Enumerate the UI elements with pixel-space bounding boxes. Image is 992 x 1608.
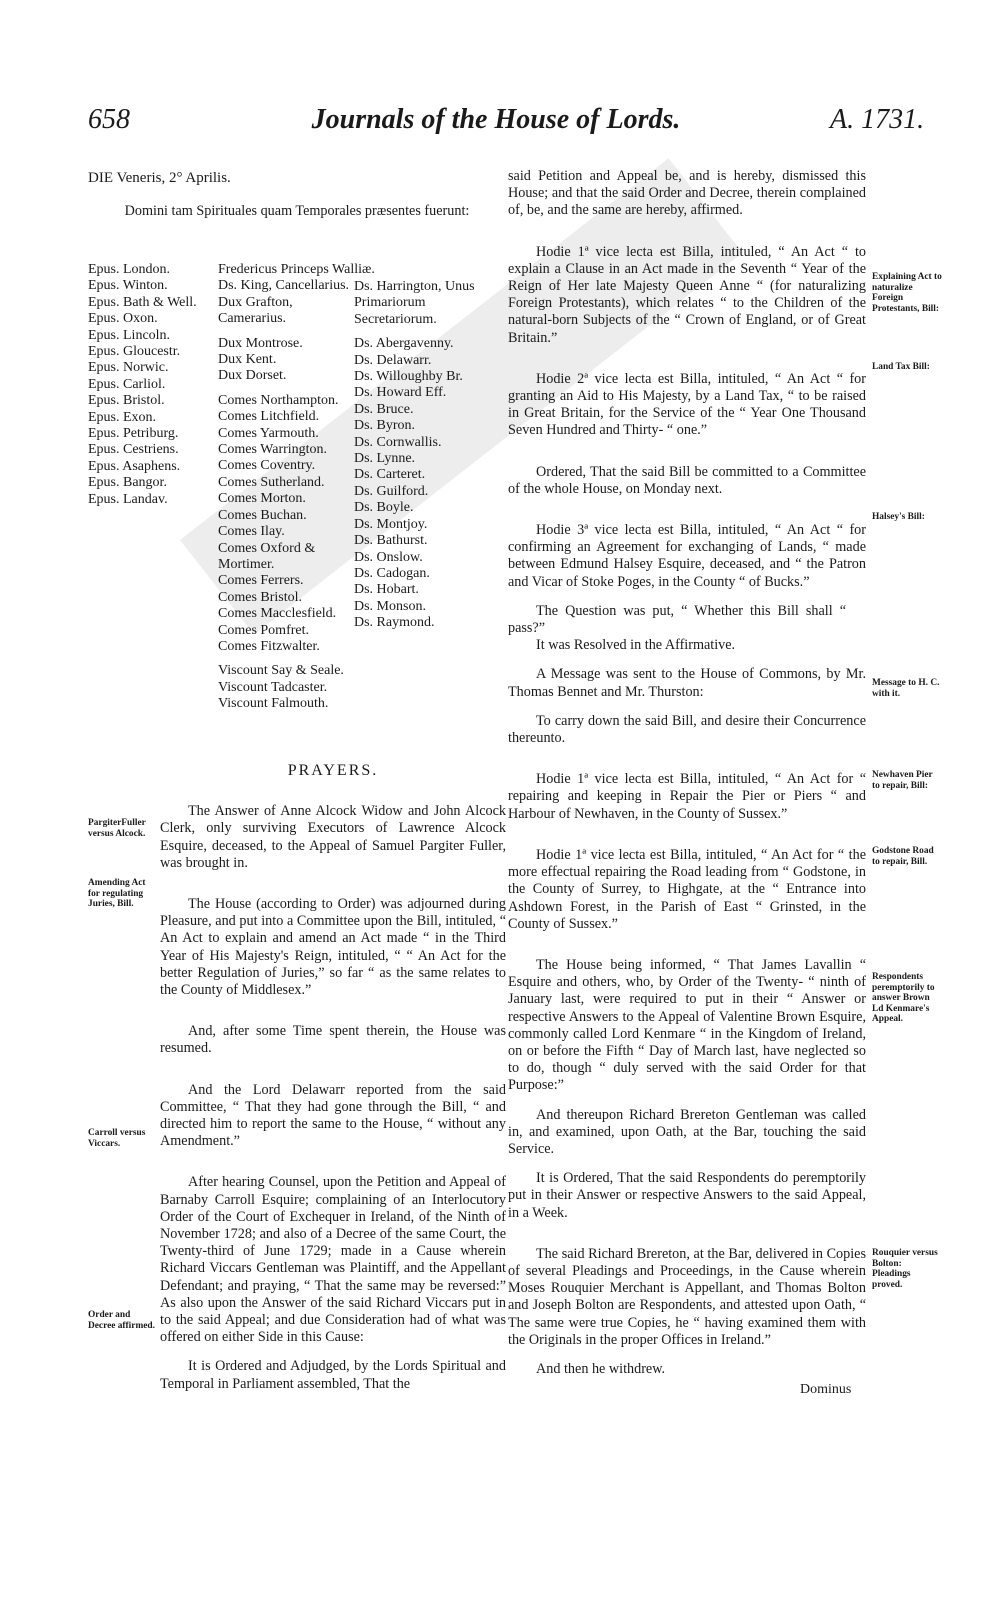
list-item: Comes Yarmouth.	[218, 425, 319, 441]
margin-note: Explaining Act to naturalize Foreign Protestants, Bill:	[872, 272, 942, 314]
paragraph: The House being informed, “ That James Lavallin “ Esquire and others, who, by Order of the Twenty- “ ninth of January last, were required to put in their “ Answer or respective Answers to the Appeal of Valentine Brown Esquire, commonly called Lord Kenmare “ in the Kingdom of Ireland, on or before the Fifth “ Day of March last, have neglected so to do, though “ duly served with the said Order for that Purpose:”	[508, 956, 866, 1094]
catchword: Dominus	[800, 1382, 852, 1397]
margin-note: Carroll versus Viccars.	[88, 1128, 146, 1149]
list-item: Comes Fitzwalter.	[218, 638, 320, 654]
margin-note: Respondents peremptorily to answer Brown Ld Kenmare's Appeal.	[872, 972, 935, 1024]
paragraph: It was Resolved in the Affirmative.	[536, 637, 736, 654]
paragraph: Hodie 1ª vice lecta est Billa, intituled, “ An Act for “ repairing and keeping in Repair the Pier or Piers “ and Harbour of Newhaven, in the County of Sussex.”	[508, 771, 866, 822]
list-item: Ds. Boyle.	[354, 500, 414, 516]
paragraph: Hodie 2ª vice lecta est Billa, intituled, “ An Act “ for granting an Aid to His Majesty, by a Land Tax, “ to be raised in Great Britain, for the Service of the “ Year One Thousand Seven Hundred and Thirty- “ one.”	[508, 370, 866, 439]
margin-note: Halsey's Bill:	[872, 512, 925, 522]
list-item: Epus. Asaphens.	[88, 458, 181, 474]
peers-list-right	[354, 279, 500, 632]
list-item: Epus. Oxon.	[88, 311, 158, 327]
intro-block	[88, 170, 506, 220]
list-item: Comes Northampton.	[218, 392, 339, 408]
list-item: Comes Bristol.	[218, 589, 303, 605]
paragraph: It is Ordered and Adjudged, by the Lords Spiritual and Temporal in Parliament assembled, That the	[160, 1358, 506, 1392]
list-item: Ds. Montjoy.	[354, 516, 428, 532]
paragraph: Hodie 1ª vice lecta est Billa, intituled, “ An Act for “ the more effectual repairing the Road leading from “ Godstone, in the County of Surrey, to Highgate, at the “ Entrance into Ashdown Forest, in the Parish of East “ Grinsted, in the County of Sussex.”	[508, 846, 866, 932]
list-item: Comes Warrington.	[218, 442, 328, 458]
peers-list-mid	[218, 262, 375, 713]
list-item: Viscount Say & Seale.	[218, 663, 344, 679]
list-item: Viscount Tadcaster.	[218, 679, 328, 695]
page-title: Journals of the House of Lords.	[311, 104, 681, 135]
list-item: Ds. Bruce.	[354, 401, 414, 417]
margin-note: Newhaven Pier to repair, Bill:	[872, 770, 933, 791]
list-item: Ds. Carteret.	[354, 467, 426, 483]
list-item: Comes Buchan.	[218, 507, 307, 523]
page-number: 658	[88, 104, 130, 135]
list-item: Ds. Cadogan.	[354, 565, 430, 581]
list-item: Ds. King, Cancellarius.	[218, 278, 350, 294]
paragraph: And, after some Time spent therein, the House was resumed.	[160, 1023, 506, 1057]
list-item: Ds. Byron.	[354, 418, 416, 434]
list-item: Ds. Lynne.	[354, 451, 416, 467]
list-item: Comes Sutherland.	[218, 474, 325, 490]
paragraph: The House (according to Order) was adjourned during Pleasure, and put into a Committee upon the Bill, intituled, “ An Act to explain and amend an Act made “ in the Third Year of His Majesty's Reign, intituled, “ “ An Act for the better Regulation of Juries,” so far “ as the same relates to the County of Middlesex.”	[160, 896, 506, 999]
date-line: DIE Veneris, 2° Aprilis.	[88, 170, 231, 186]
list-item: Ds. Raymond.	[354, 615, 435, 631]
list-item: Epus. Landav.	[88, 491, 168, 507]
list-item: Dux Montrose.	[218, 335, 303, 351]
list-item: Ds. Onslow.	[354, 549, 423, 565]
list-item: Ds. Abergavenny.	[354, 336, 454, 352]
list-item: Viscount Falmouth.	[218, 696, 329, 712]
list-item: Dux Grafton, Camerarius.	[218, 294, 293, 327]
paragraph: And then he withdrew.	[536, 1360, 666, 1377]
list-item: Epus. Winton.	[88, 278, 168, 294]
year-label: A. 1731.	[830, 104, 925, 135]
margin-note: Land Tax Bill:	[872, 362, 930, 372]
list-item: Ds. Monson.	[354, 598, 426, 614]
paragraph: A Message was sent to the House of Commons, by Mr. Thomas Bennet and Mr. Thurston:	[508, 666, 866, 700]
paragraph: It is Ordered, That the said Respondents do peremptorily put in their Answer or respective Answers to the said Appeal, in a Week.	[508, 1170, 866, 1221]
list-item: Comes Macclesfield.	[218, 606, 337, 622]
paragraph: To carry down the said Bill, and desire their Concurrence thereunto.	[508, 712, 866, 747]
paragraph: The Question was put, “ Whether this Bill shall “ pass?”	[508, 602, 846, 637]
list-item: Ds. Harrington, Unus Primariorum Secretariorum.	[354, 279, 475, 327]
paragraph: said Petition and Appeal be, and is hereby, dismissed this House; and that the said Order and Decree, therein complained of, be, and the same are hereby, affirmed.	[508, 168, 866, 219]
list-item: Dux Dorset.	[218, 368, 287, 384]
list-item: Epus. London.	[88, 262, 171, 277]
margin-note: Amending Act for regulating Juries, Bill.	[88, 878, 146, 909]
list-item: Ds. Howard Eff.	[354, 385, 447, 401]
list-item: Comes Ilay.	[218, 524, 285, 540]
list-item: Ds. Delawarr.	[354, 352, 432, 368]
margin-note: Message to H. C. with it.	[872, 678, 940, 699]
list-item: Ds. Cornwallis.	[354, 434, 442, 450]
list-item: Epus. Petriburg.	[88, 426, 179, 442]
list-item: Comes Morton.	[218, 491, 306, 507]
list-item: Comes Litchfield.	[218, 409, 320, 425]
list-item: Epus. Carliol.	[88, 376, 166, 392]
list-item: Comes Pomfret.	[218, 622, 309, 638]
list-item: Epus. Exon.	[88, 409, 157, 425]
paragraph: Hodie 3ª vice lecta est Billa, intituled, “ An Act “ for confirming an Agreement for exchanging of Lands, “ made between Edmund Halsey Esquire, deceased, and “ the Patron and Vicar of Stoke Poges, in the County “ of Bucks.”	[508, 522, 866, 590]
list-item: Comes Ferrers.	[218, 573, 304, 589]
list-item: Epus. Bath & Well.	[88, 294, 197, 310]
list-item: Epus. Bangor.	[88, 475, 167, 491]
list-item: Fredericus Princeps Walliæ.	[218, 262, 375, 277]
right-body	[508, 168, 866, 1378]
present-line: Domini tam Spirituales quam Temporales præsentes fuerunt:	[124, 203, 470, 220]
paragraph: And thereupon Richard Brereton Gentleman was called in, and examined, upon Oath, at the Bar, touching the said Service.	[508, 1106, 866, 1157]
list-item: Epus. Gloucestr.	[88, 344, 181, 360]
list-item: Epus. Cestriens.	[88, 442, 179, 458]
left-body	[160, 762, 506, 1393]
list-item: Epus. Norwic.	[88, 360, 169, 376]
margin-note: PargiterFuller versus Alcock.	[88, 818, 146, 839]
list-item: Epus. Lincoln.	[88, 327, 171, 343]
margin-note: Order and Decree affirmed.	[88, 1310, 155, 1331]
paragraph: Hodie 1ª vice lecta est Billa, intituled, “ An Act “ to explain a Clause in an Act made in the Seventh “ Year of the Reign of Her late Majesty Queen Anne “ (for naturalizing Foreign Protestants), which relates “ to the Children of the natural-born Subjects of the “ Crown of England, or of Great Britain.”	[508, 243, 866, 346]
list-item: Comes Coventry.	[218, 458, 316, 474]
paragraph: And the Lord Delawarr reported from the said Committee, “ That they had gone through the Bill, “ and directed him to report the same to the House, “ without any Amendment.”	[160, 1081, 506, 1150]
paragraph: After hearing Counsel, upon the Petition and Appeal of Barnaby Carroll Esquire; complaining of an Interlocutory Order of the Court of Exchequer in Ireland, of the Ninth of November 1728; and also of a Decree of the same Court, the Twenty-third of June 1729; made in a Cause wherein Richard Viccars Gentleman was Plaintiff, and the Appellant Defendant; and praying, “ That the same may be reversed:” As also upon the Answer of the said Richard Viccars put in to the said Appeal; and due Consideration had of what was offered on either Side in this Cause:	[160, 1174, 506, 1346]
margin-note: Godstone Road to repair, Bill.	[872, 846, 934, 867]
paragraph: The said Richard Brereton, at the Bar, delivered in Copies of several Pleadings and Proceedings, in the Cause wherein Moses Rouquier Merchant is Appellant, and Thomas Bolton and Joseph Bolton are Respondents, and attested upon Oath, “ The same were true Copies, he “ having examined them with the Originals in the proper Offices in Ireland.”	[508, 1245, 866, 1348]
margin-note: Rouquier versus Bolton: Pleadings proved.	[872, 1248, 938, 1290]
bishops-list	[88, 262, 213, 508]
list-item: Comes Oxford & Mortimer.	[218, 540, 316, 572]
list-item: Ds. Hobart.	[354, 582, 419, 598]
list-item: Ds. Guilford.	[354, 483, 429, 499]
list-item: Dux Kent.	[218, 352, 277, 368]
paragraph: The Answer of Anne Alcock Widow and John Alcock Clerk, only surviving Executors of Lawrence Alcock Esquire, deceased, to the Appeal of Samuel Pargiter Fuller, was brought in.	[160, 803, 506, 871]
paragraph: Ordered, That the said Bill be committed to a Committee of the whole House, on Monday next.	[508, 463, 866, 497]
list-item: Ds. Willoughby Br.	[354, 369, 463, 385]
section-heading: PRAYERS.	[287, 762, 379, 779]
list-item: Ds. Bathurst.	[354, 533, 428, 549]
list-item: Epus. Bristol.	[88, 393, 165, 409]
